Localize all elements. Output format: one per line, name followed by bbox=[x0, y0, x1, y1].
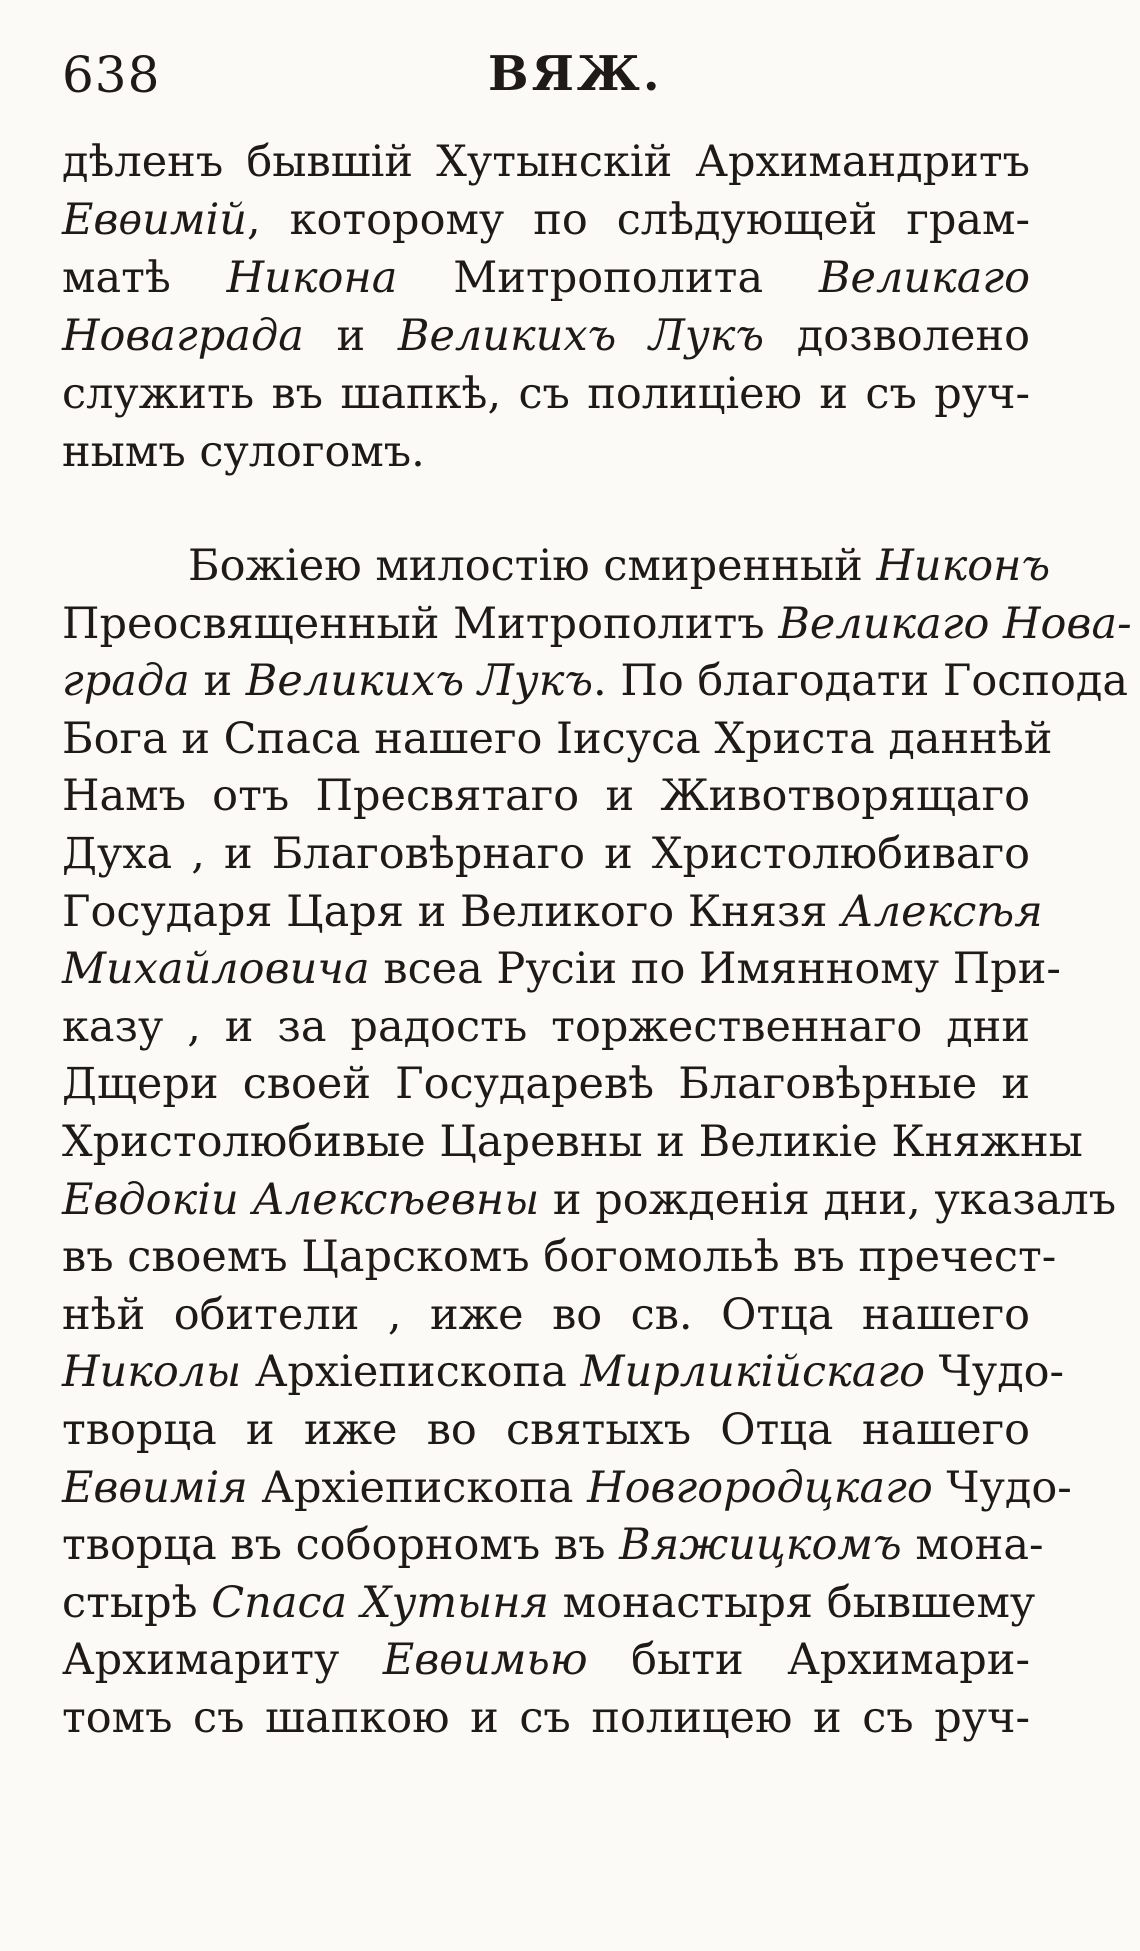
text-run: служить въ шапкѣ, съ полиціею и съ руч- bbox=[62, 369, 1030, 419]
paragraph2-line bbox=[62, 1458, 1072, 1518]
text-run: Преосвященный Митрополитъ bbox=[62, 598, 779, 649]
text-run: Намъ отъ Пресвятаго и Животворящаго bbox=[62, 771, 1030, 822]
italic-name: Евѳимью bbox=[382, 1635, 588, 1686]
italic-name: Евѳимія bbox=[62, 1462, 248, 1513]
italic-name: Михайловича bbox=[62, 944, 370, 995]
text-run: Чудо- bbox=[924, 1347, 1065, 1398]
paragraph1-line bbox=[62, 364, 1030, 424]
paragraph2-line bbox=[62, 1630, 1030, 1690]
text-run: казу , и за радость торжественнаго дни bbox=[62, 1001, 1030, 1052]
text-run: Государя Царя и Великого Князя bbox=[62, 886, 842, 937]
paragraph2-line bbox=[62, 997, 1030, 1057]
paragraph2-line bbox=[62, 766, 1030, 826]
text-run: творца и иже во святыхъ Отца нашего bbox=[62, 1405, 1030, 1455]
text-run: Архіепископа bbox=[247, 1462, 588, 1513]
text-run: Чудо- bbox=[932, 1462, 1072, 1513]
text-run: нымъ сулогомъ. bbox=[62, 427, 425, 477]
paragraph2-line bbox=[62, 1170, 1117, 1230]
paragraph1-line bbox=[62, 422, 1030, 482]
text-run: Божіею милостію смиренный bbox=[188, 541, 877, 591]
italic-name: Вяжицкомъ bbox=[619, 1520, 902, 1571]
paragraph2-line bbox=[62, 939, 1061, 999]
text-run: томъ съ шапкою и съ полицею и съ руч- bbox=[62, 1693, 1030, 1743]
paragraph2-line bbox=[62, 1227, 1057, 1287]
text-run: Духа , и Благовѣрнаго и Христолюбиваго bbox=[62, 829, 1030, 879]
text-run: дозволено bbox=[764, 311, 1031, 361]
italic-name: Алексѣя bbox=[841, 886, 1043, 937]
page-header bbox=[0, 0, 1140, 140]
paragraph1-line bbox=[62, 190, 1030, 250]
paragraph2-line bbox=[62, 824, 1030, 884]
italic-name: Мирликійскаго bbox=[580, 1347, 925, 1398]
italic-name: Никона bbox=[226, 253, 398, 303]
paragraph2-line bbox=[62, 1573, 1036, 1633]
italic-name: Великаго Нова- bbox=[778, 598, 1132, 649]
italic-name: Евѳимій bbox=[62, 195, 247, 245]
paragraph2-line bbox=[62, 1515, 1044, 1575]
paragraph2-line bbox=[62, 1342, 1065, 1402]
paragraph2-line bbox=[62, 1285, 1030, 1345]
paragraph2-line bbox=[62, 709, 1053, 769]
text-run: стырѣ bbox=[62, 1577, 212, 1628]
text-run: Архіепископа bbox=[241, 1347, 581, 1398]
text-run: въ своемъ Царскомъ богомольѣ въ пречест- bbox=[62, 1232, 1057, 1283]
paragraph2-line bbox=[188, 536, 1051, 596]
text-run: дѣленъ бывшій Хутынскій Архимандритъ bbox=[62, 137, 1030, 187]
text-run: и bbox=[189, 656, 246, 707]
text-run: . По благодати Господа bbox=[593, 656, 1129, 707]
italic-name: Великихъ Лукъ bbox=[245, 656, 594, 707]
paragraph2-line bbox=[62, 1688, 1030, 1748]
paragraph1-line bbox=[62, 132, 1030, 192]
italic-name: града bbox=[62, 656, 190, 707]
text-run: творца въ соборномъ въ bbox=[62, 1520, 620, 1571]
italic-name: Никонъ bbox=[876, 541, 1051, 591]
text-run: Дщери своей Государевѣ Благовѣрные и bbox=[62, 1059, 1030, 1110]
italic-name: Новаграда bbox=[62, 311, 304, 361]
paragraph2-line bbox=[62, 651, 1129, 711]
text-run: мона- bbox=[901, 1520, 1044, 1571]
paragraph1-line bbox=[62, 306, 1030, 366]
text-run: Архимариту bbox=[62, 1635, 383, 1686]
italic-name: Великихъ Лукъ bbox=[397, 311, 765, 361]
page-number: 638 bbox=[62, 46, 161, 104]
text-run: и bbox=[303, 311, 398, 361]
paragraph2-line bbox=[62, 1054, 1030, 1114]
paragraph2-line bbox=[62, 882, 1043, 942]
italic-name: Евдокіи Алексѣевны bbox=[62, 1174, 540, 1225]
italic-name: Спаса Хутыня bbox=[211, 1577, 549, 1628]
text-run: , которому по слѣдующей грам- bbox=[246, 195, 1030, 245]
text-run: Бога и Спаса нашего Іисуса Христа даннѣй bbox=[62, 713, 1053, 764]
paragraph1-line bbox=[62, 248, 1030, 308]
italic-name: Великаго bbox=[818, 253, 1030, 303]
text-run: Митрополита bbox=[397, 253, 819, 303]
text-run: Христолюбивые Царевны и Великіе Княжны bbox=[62, 1117, 1083, 1167]
paragraph2-line bbox=[62, 594, 1132, 654]
italic-name: Николы bbox=[62, 1347, 242, 1398]
text-run: матѣ bbox=[62, 253, 227, 303]
text-run: быти Архимари- bbox=[587, 1635, 1030, 1686]
running-head: ВЯЖ. bbox=[488, 46, 663, 102]
text-run: всеа Русіи по Имянному При- bbox=[369, 944, 1061, 995]
paragraph2-line bbox=[62, 1400, 1030, 1460]
text-run: монастыря бывшему bbox=[549, 1577, 1036, 1628]
text-run: нѣй обители , иже во св. Отца нашего bbox=[62, 1289, 1030, 1340]
paragraph2-line bbox=[62, 1112, 1083, 1172]
italic-name: Новгородцкаго bbox=[587, 1462, 933, 1513]
text-run: и рожденія дни, указалъ bbox=[539, 1174, 1117, 1225]
